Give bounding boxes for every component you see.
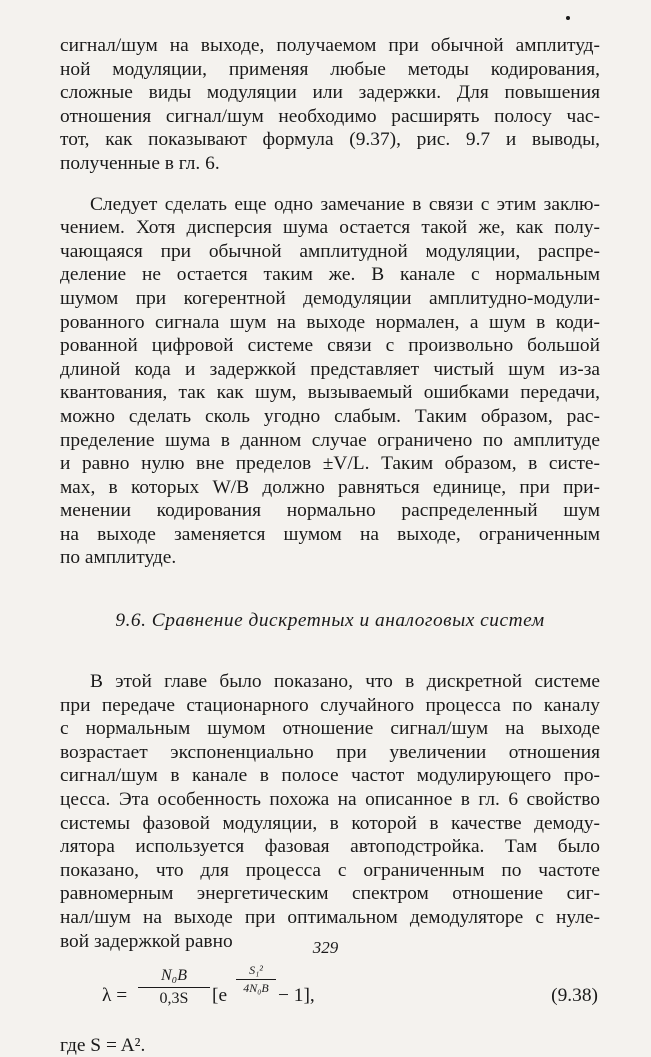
formula-denominator: 0,3S xyxy=(159,990,189,1008)
text-line: В этой главе было показано, что в дискретной системе xyxy=(90,671,600,693)
formula-exponent xyxy=(236,963,276,996)
text-line: лятора используется фазовая автоподстройка. Там было xyxy=(60,836,600,858)
text-line: шумом при когерентной демодуляции амплитудно-модули- xyxy=(60,287,600,309)
text-line: Следует сделать еще одно замечание в связи с этим заклю- xyxy=(90,193,600,215)
text-line: тот, как показывают формула (9.37), рис. 9.7 и выводы, xyxy=(60,129,600,151)
text-line: возрастает экспоненциально при увеличении отношения xyxy=(60,741,600,763)
formula-tail: − 1], xyxy=(278,985,315,1007)
formula-fraction xyxy=(138,967,210,1008)
section-heading: 9.6. Сравнение дискретных и аналоговых систем xyxy=(115,610,545,632)
text-line: нал/шум на выходе при оптимальном демодуляторе с нуле- xyxy=(60,907,600,928)
text-line: отношения сигнал/шум необходимо расширять полосу час- xyxy=(60,105,600,127)
equation-number: (9.38) xyxy=(551,985,598,1007)
paragraph-1 xyxy=(60,34,600,176)
page-number: 329 xyxy=(312,938,339,957)
text-line: менении кодирования нормально распределенный шум xyxy=(60,500,600,522)
text-line: сигнал/шум в канале в полосе частот модулирующего про- xyxy=(60,765,600,787)
text-line: при передаче стационарного случайного процесса по каналу xyxy=(60,694,600,716)
formula-lhs: λ = xyxy=(102,985,128,1007)
text-line: длиной кода и задержкой представляет чистый шум из-за xyxy=(60,358,600,380)
exponent-bar xyxy=(236,979,276,980)
paragraph-2 xyxy=(60,193,600,571)
text-line: сигнал/шум на выходе, получаемом при обычной амплитуд- xyxy=(60,35,600,56)
text-line: чением. Хотя дисперсия шума остается такой же, как полу- xyxy=(60,217,600,239)
text-line: квантования, так как шум, вызываемый ошибками передачи, xyxy=(60,382,600,404)
text-line: пределение шума в данном случае ограничено по амплитуде xyxy=(60,429,600,451)
text-line: чающаяся при обычной амплитудной модуляции, распре- xyxy=(60,240,600,262)
text-line: ной модуляции, применяя любые методы кодирования, xyxy=(60,58,600,80)
text-line: на выходе заменяется шумом на выходе, ограниченным xyxy=(60,523,600,545)
text-line: мах, в которых W/B должно равняться единице, при при- xyxy=(60,476,600,498)
text-line: полученные в гл. 6. xyxy=(60,152,220,174)
text-line: системы фазовой модуляции, в которой в качестве демоду- xyxy=(60,812,600,834)
paragraph-3 xyxy=(60,670,600,953)
text-line: рованного сигнала шум на выходе нормален, а шум в коди- xyxy=(60,311,600,333)
fraction-bar xyxy=(138,987,210,988)
formula-bracket-open: [e xyxy=(212,985,228,1007)
text-line: равномерным энергетическим спектром отношение сиг- xyxy=(60,883,600,905)
where-clause: где S = A². xyxy=(60,1035,146,1057)
exponent-denominator: 4N₀B xyxy=(243,981,269,996)
text-line: деление не остается таким же. В канале с нормальным xyxy=(60,264,600,286)
page-body xyxy=(60,34,600,1057)
text-line: рованной цифровой системе связи с произвольно большой xyxy=(60,335,600,357)
text-line: показано, что для процесса с ограниченным по частоте xyxy=(60,859,600,881)
text-line: по амплитуде. xyxy=(60,547,177,569)
text-line: цесса. Эта особенность похожа на описанное в гл. 6 свойство xyxy=(60,789,600,811)
text-line: сложные виды модуляции или задержки. Для повышения xyxy=(60,82,600,104)
text-line: можно сделать сколь угодно слабым. Таким образом, рас- xyxy=(60,405,600,427)
text-line: и равно нулю вне пределов ±V/L. Таким образом, в систе- xyxy=(60,453,600,475)
equation-9-38 xyxy=(60,963,600,1027)
text-line: с нормальным шумом отношение сигнал/шум на выходе xyxy=(60,718,600,740)
speck xyxy=(566,16,570,20)
text-line: вой задержкой равно xyxy=(60,930,233,952)
formula-numerator: N₀B xyxy=(160,967,187,985)
exponent-numerator: S₁² xyxy=(249,963,263,978)
